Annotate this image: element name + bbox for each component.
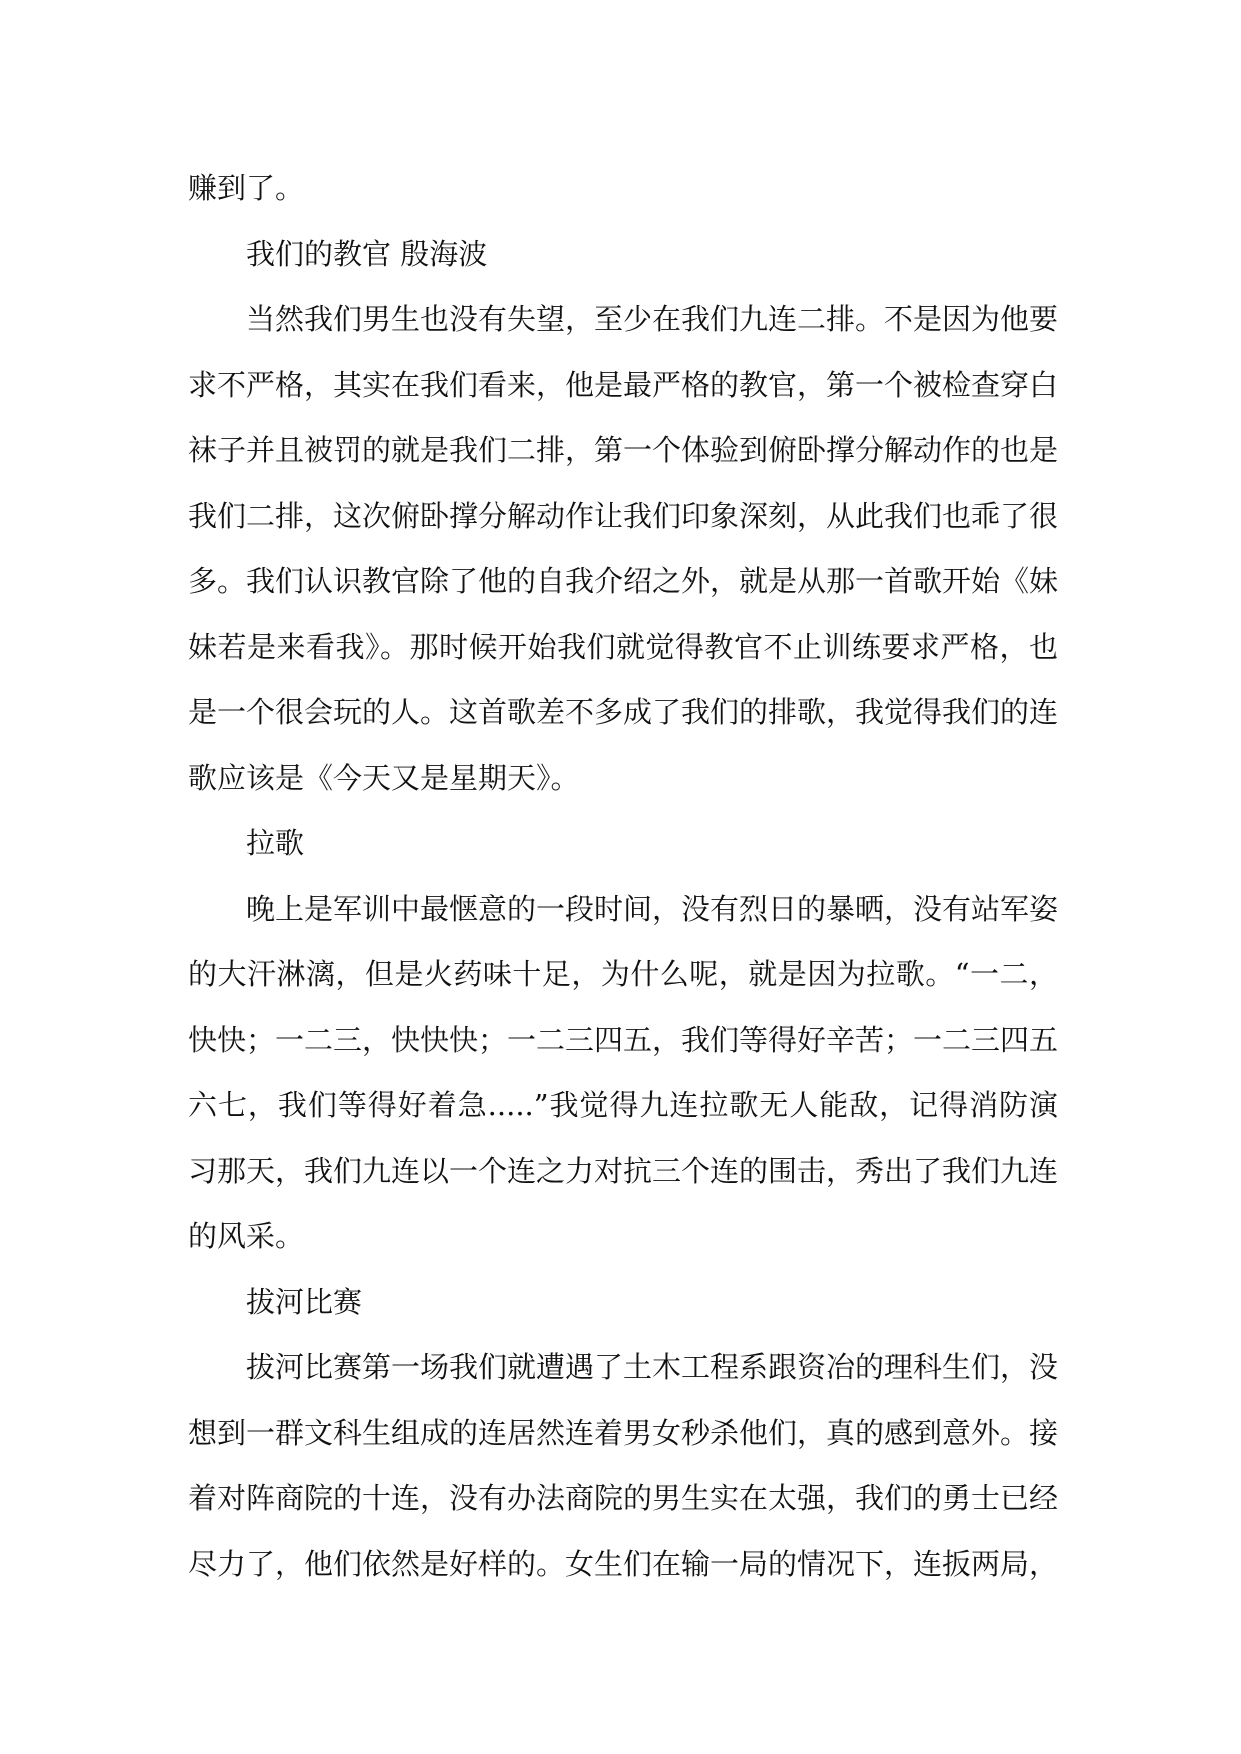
paragraph-instructor: 当然我们男生也没有失望，至少在我们九连二排。不是因为他要求不严格，其实在我们看来，他是最严格的教官，第一个被检查穿白袜子并且被罚的就是我们二排，第一个体验到俯卧撑分解动作的也是我们二排，这次俯卧撑分解动作让我们印象深刻，从此我们也乖了很多。我们认识教官除了他的自我介绍之外，就是从那一首歌开始《妹妹若是来看我》。那时候开始我们就觉得教官不止训练要求严格，也是一个很会玩的人。这首歌差不多成了我们的排歌，我觉得我们的连歌应该是《今天又是星期天》。	[188, 302, 1059, 795]
document-body	[188, 156, 1058, 1597]
paragraph-singing: 晚上是军训中最惬意的一段时间，没有烈日的暴晒，没有站军姿的大汗淋漓，但是火药味十足，为什么呢，就是因为拉歌。“一二，快快；一二三，快快快；一二三四五，我们等得好辛苦；一二三四五六七，我们等得好着急.....”我觉得九连拉歌无人能敌，记得消防演习那天，我们九连以一个连之力对抗三个连的围击，秀出了我们九连的风采。	[188, 891, 1059, 1253]
section-heading-instructor: 我们的教官 殷海波	[246, 236, 488, 271]
paragraph-continuation: 赚到了。	[188, 171, 305, 205]
paragraph-tug-of-war: 拔河比赛第一场我们就遭遇了土木工程系跟资冶的理科生们，没想到一群文科生组成的连居然连着男女秒杀他们，真的感到意外。接着对阵商院的十连，没有办法商院的男生实在太强，我们的勇士已经尽力了，他们依然是好样的。女生们在输一局的情况下，连扳两局，	[188, 1350, 1059, 1581]
section-heading-tug-of-war: 拔河比赛	[246, 1284, 363, 1319]
section-heading-singing: 拉歌	[246, 826, 305, 860]
